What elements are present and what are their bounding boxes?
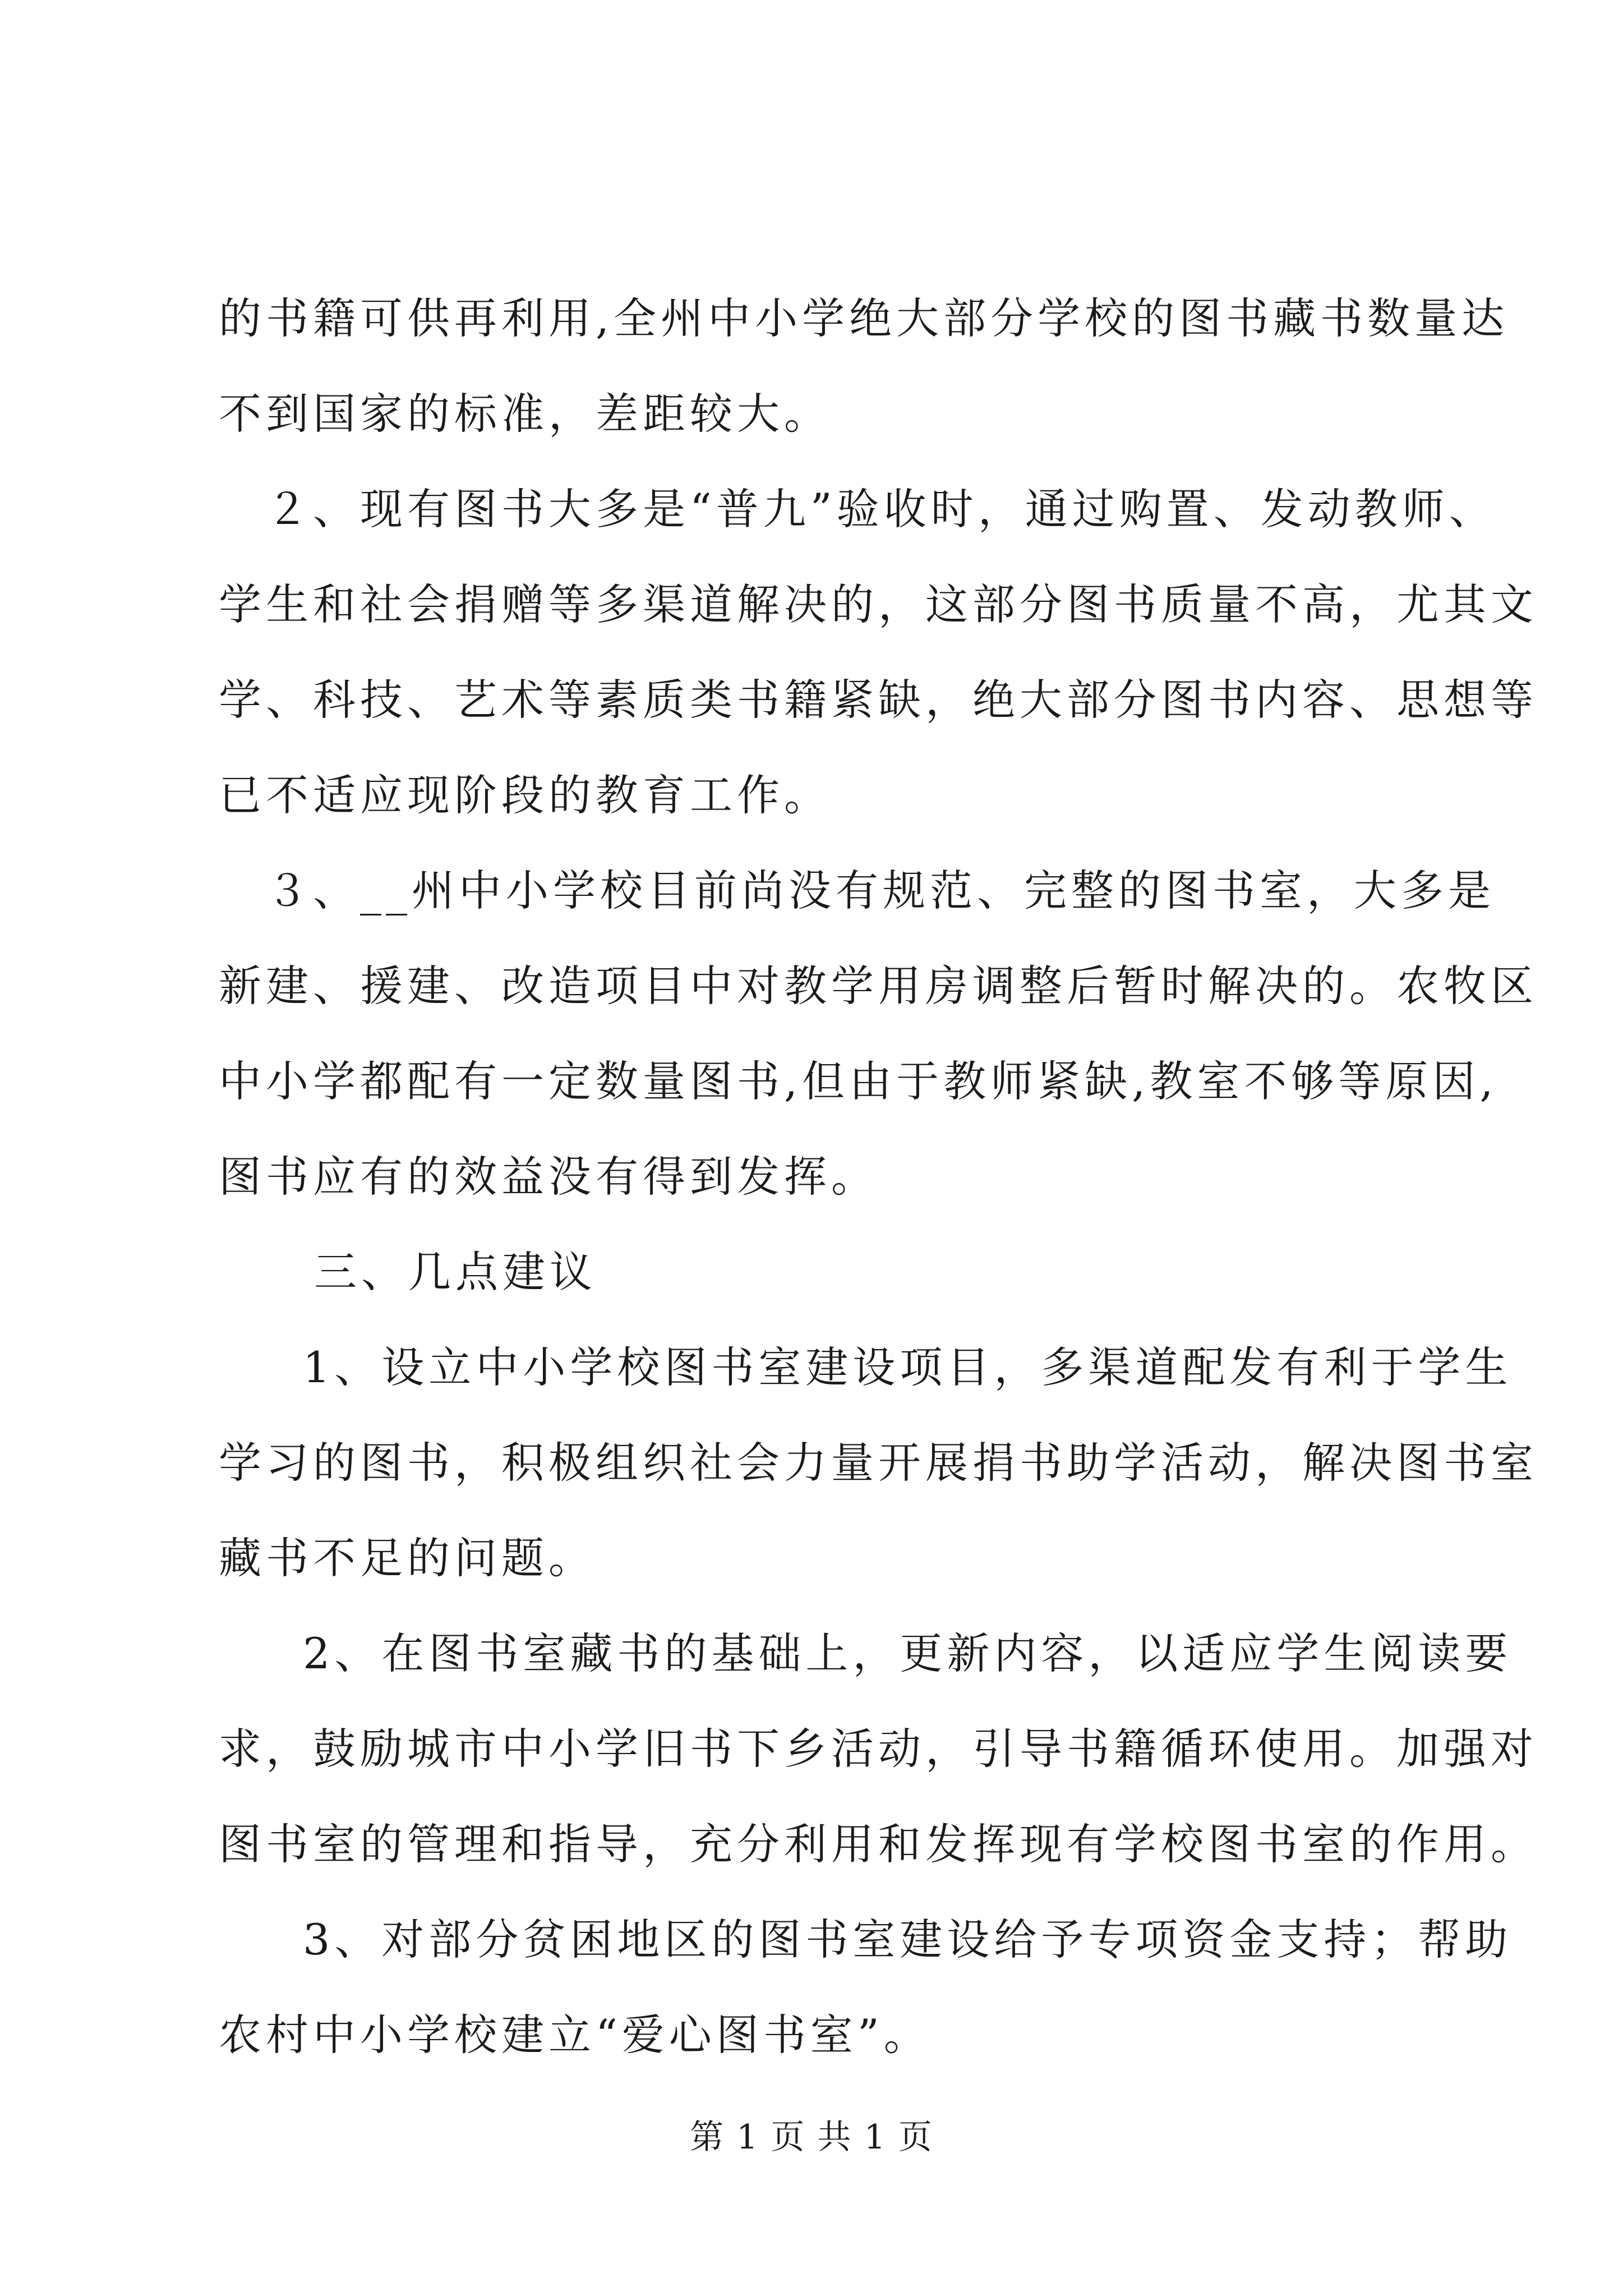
body-line: 已不适应现阶段的教育工作。: [219, 770, 831, 820]
section-heading: 三、几点建议: [314, 1247, 597, 1297]
body-line: 新建、援建、改造项目中对教学用房调整后暂时解决的。农牧区: [219, 961, 1538, 1011]
body-line: 的书籍可供再利用,全州中小学绝大部分学校的图书藏书数量达: [219, 293, 1509, 343]
body-line: 1、设立中小学校图书室建设项目，多渠道配发有利于学生: [303, 1342, 1513, 1392]
body-line: ３、__州中小学校目前尚没有规范、完整的图书室，大多是: [219, 866, 1495, 915]
body-line: 农村中小学校建立“爱心图书室”。: [219, 2010, 931, 2060]
body-line: ２、现有图书大多是“普九”验收时，通过购置、发动教师、: [219, 484, 1496, 534]
body-line: 学生和社会捐赠等多渠道解决的，这部分图书质量不高，尤其文: [219, 579, 1538, 629]
body-line: 中小学都配有一定数量图书,但由于教师紧缺,教室不够等原因,: [219, 1056, 1498, 1106]
body-line: 图书室的管理和指导，充分利用和发挥现有学校图书室的作用。: [219, 1819, 1538, 1869]
body-line: 不到国家的标准，差距较大。: [219, 389, 831, 439]
body-line: 学习的图书，积极组织社会力量开展捐书助学活动，解决图书室: [219, 1438, 1538, 1488]
body-line: 3、对部分贫困地区的图书室建设给予专项资金支持；帮助: [303, 1915, 1513, 1964]
body-line: 学、科技、艺术等素质类书籍紧缺，绝大部分图书内容、思想等: [219, 675, 1538, 725]
body-line: 图书应有的效益没有得到发挥。: [219, 1152, 878, 1202]
body-line: 藏书不足的问题。: [219, 1533, 596, 1583]
body-line: 2、在图书室藏书的基础上，更新内容，以适应学生阅读要: [303, 1628, 1513, 1678]
page-footer: 第 1 页 共 1 页: [690, 2118, 933, 2157]
body-line: 求，鼓励城市中小学旧书下乡活动，引导书籍循环使用。加强对: [219, 1724, 1538, 1774]
